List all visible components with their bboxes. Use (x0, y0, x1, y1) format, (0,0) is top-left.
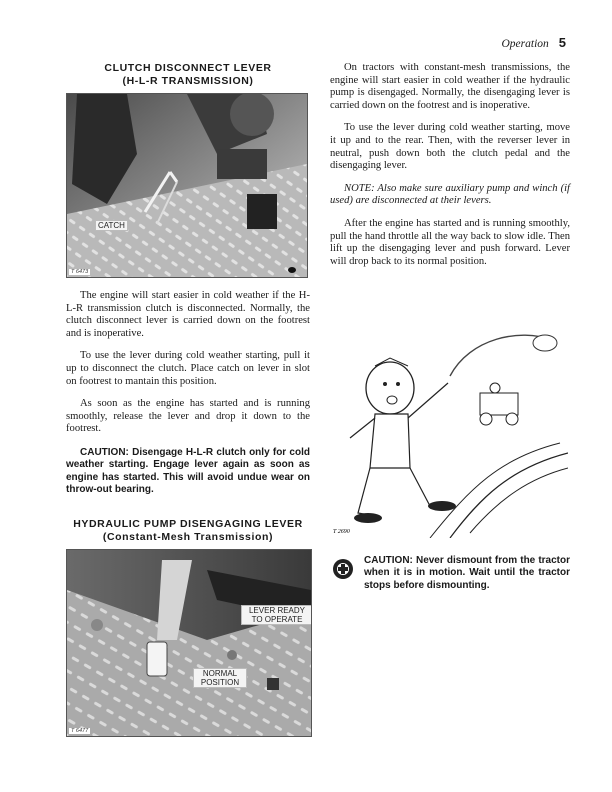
clutch-heading: CLUTCH DISCONNECT LEVER (104, 62, 272, 74)
pump-heading-block (66, 518, 310, 544)
pump-note: NOTE: Also make sure auxiliary pump and winch (if used) are disconnected at their levers. (330, 182, 570, 207)
clutch-text (66, 290, 310, 497)
clutch-lever-photo (66, 93, 308, 278)
page-number: 5 (558, 35, 566, 50)
section-title: Operation (501, 38, 549, 50)
clutch-paragraph-1: The engine will start easier in cold weather if the H-L-R transmission clutch is disconnected. Normally, the clutch disconnect lever is carried down on the footrest and is inoperative. (66, 290, 310, 339)
pump-paragraph-3: After the engine has started and is running smoothly, pull the hand throttle all the way back to slow idle. Then lift up the disengaging lever and push forward. Lever will drop back to its normal position. (330, 217, 570, 267)
page-header (501, 35, 566, 50)
safety-cross-icon (332, 558, 354, 580)
clutch-paragraph-3: As soon as the engine has started and is running smoothly, release the lever and drop it down to the footrest. (66, 398, 310, 435)
catch-callout: CATCH (95, 220, 128, 231)
clutch-paragraph-2: To use the lever during cold weather starting, pull it up to disconnect the clutch. Place catch on lever in slot on footrest to mantain this position. (66, 350, 310, 387)
clutch-heading-block (66, 62, 310, 88)
photo-code: T 6477 (71, 728, 89, 734)
pump-lever-photo (66, 549, 312, 737)
dismount-caution: CAUTION: Never dismount from the tractor when it is in motion. Wait until the tractor stops before dismounting. (364, 555, 570, 591)
clutch-subheading: (H-L-R TRANSMISSION) (122, 75, 254, 87)
illustration-code: T 2690 (333, 529, 350, 535)
lever-ready-callout: LEVER READY TO OPERATE (241, 605, 312, 625)
normal-position-callout: NORMAL POSITION (193, 668, 247, 688)
cartoon-illustration (330, 318, 568, 538)
clutch-caution: CAUTION: Disengage H-L-R clutch only for cold weather starting. Engage lever again as soon as engine has started. This will avoid undue wear on throw-out bearing. (66, 446, 310, 496)
photo-code: T 6473 (71, 269, 89, 275)
pump-heading: HYDRAULIC PUMP DISENGAGING LEVER (73, 518, 303, 530)
pump-paragraph-1: On tractors with constant-mesh transmissions, the engine will start easier in cold weather if the hydraulic pump is disengaged. Normally, the disengaging lever is carried down on the footrest and is inoperative. (330, 62, 570, 111)
pump-text (330, 62, 570, 268)
pump-paragraph-2: To use the lever during cold weather starting, move it up and to the rear. Then, with the reverser lever in neutral, push down both the clutch pedal and the disengaging lever. (330, 122, 570, 172)
pump-subheading: (Constant-Mesh Transmission) (102, 531, 274, 543)
